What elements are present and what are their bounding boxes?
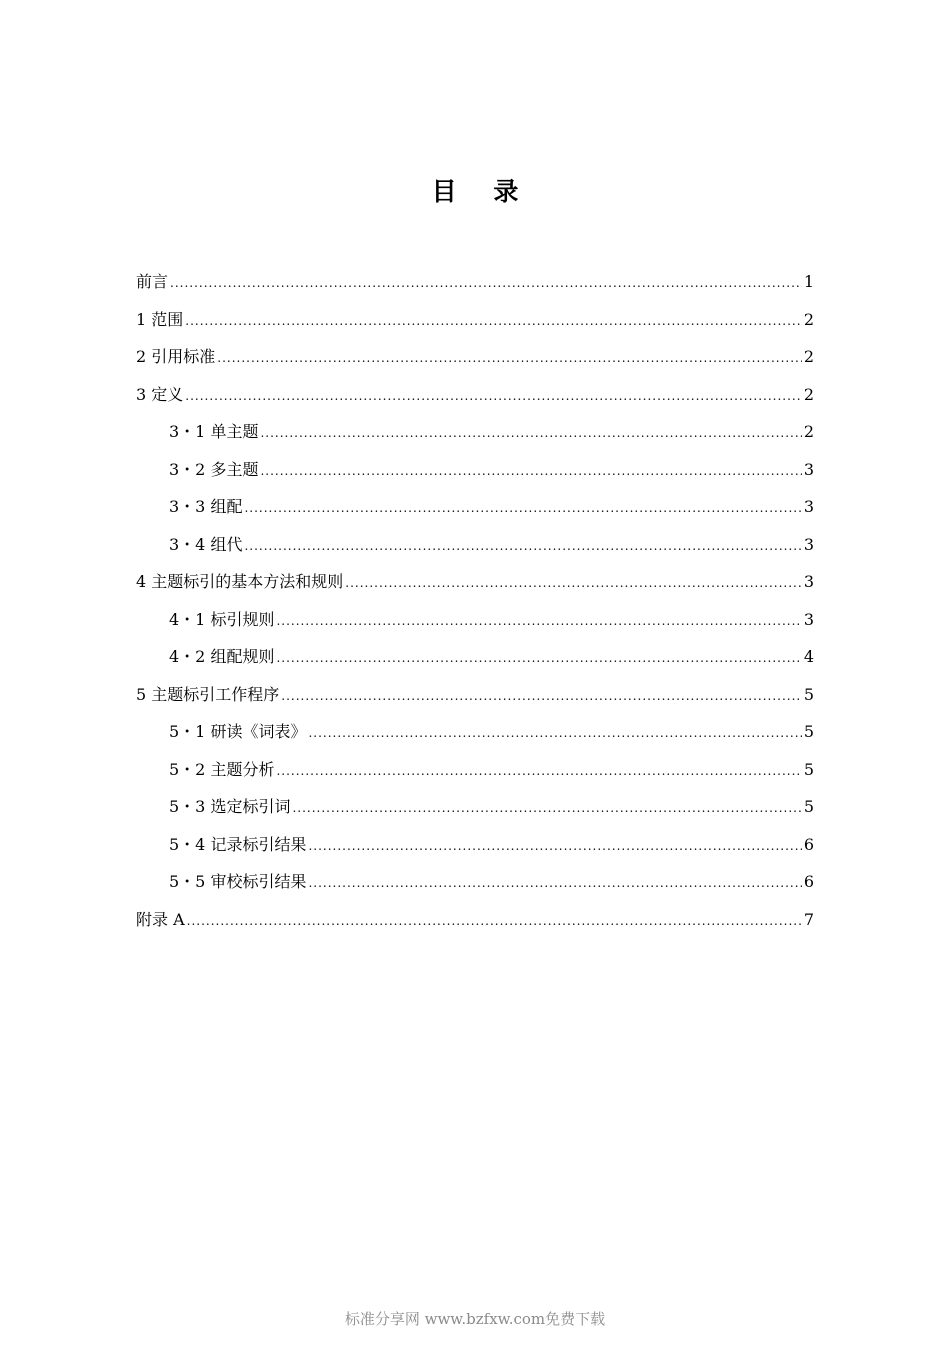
toc-dot-leader	[308, 876, 801, 890]
toc-entry-page-number: 1	[803, 272, 814, 291]
toc-entry[interactable]	[136, 344, 814, 382]
toc-entry-label: 5・1 研读《词表》	[169, 722, 307, 741]
toc-entry[interactable]	[136, 569, 814, 607]
toc-entry-label: 5・4 记录标引结果	[169, 834, 307, 854]
toc-entry-page-number: 3	[803, 572, 814, 591]
toc-dot-leader	[217, 351, 802, 365]
page-title: 目 录	[431, 177, 533, 206]
toc-dot-leader	[308, 726, 801, 740]
toc-entry-label: 2 引用标准	[136, 347, 216, 366]
toc-dot-leader	[244, 539, 801, 553]
toc-entry-label: 4 主题标引的基本方法和规则	[136, 572, 344, 591]
toc-dot-leader	[187, 914, 802, 928]
toc-entry-page-number: 5	[803, 684, 814, 704]
toc-entry[interactable]	[136, 832, 814, 870]
toc-dot-leader	[345, 576, 802, 590]
toc-entry-label: 3 定义	[136, 384, 184, 404]
toc-entry-label: 4・1 标引规则	[169, 609, 275, 629]
toc-dot-leader	[185, 389, 802, 403]
toc-entry-label: 5・2 主题分析	[169, 759, 275, 779]
toc-entry[interactable]	[136, 607, 814, 645]
toc-entry[interactable]	[136, 382, 814, 420]
toc-entry-label: 3・1 单主题	[169, 422, 259, 441]
toc-entry-page-number: 5	[803, 797, 814, 816]
toc-entry[interactable]	[136, 269, 814, 307]
toc-entry[interactable]	[136, 757, 814, 795]
toc-entry[interactable]	[136, 532, 814, 570]
toc-entry-label: 3・2 多主题	[169, 459, 259, 479]
toc-entry-page-number: 2	[803, 309, 814, 329]
toc-entry-page-number: 2	[803, 384, 814, 404]
toc-entry-page-number: 6	[803, 872, 814, 891]
toc-entry-page-number: 3	[803, 497, 814, 516]
toc-entry-label: 5・5 审校标引结果	[169, 872, 307, 891]
toc-entry[interactable]	[136, 907, 814, 945]
toc-entry[interactable]	[136, 419, 814, 457]
toc-entry-page-number: 5	[803, 722, 814, 741]
toc-entry[interactable]	[136, 794, 814, 832]
toc-entry[interactable]	[136, 307, 814, 345]
toc-entry-label: 前言	[136, 272, 169, 291]
toc-entry[interactable]	[136, 719, 814, 757]
toc-dot-leader	[292, 801, 801, 815]
toc-dot-leader	[276, 764, 801, 778]
toc-entry-label: 3・4 组代	[169, 534, 243, 554]
toc-entry-page-number: 4	[803, 647, 814, 666]
toc-entry-page-number: 2	[803, 422, 814, 441]
footer-watermark: 标准分享网 www.bzfxw.com免费下载	[344, 1310, 606, 1328]
toc-entry[interactable]	[136, 869, 814, 907]
toc-dot-leader	[308, 839, 801, 853]
toc-entry[interactable]	[136, 494, 814, 532]
table-of-contents	[136, 269, 814, 944]
toc-entry[interactable]	[136, 682, 814, 720]
toc-dot-leader	[260, 426, 801, 440]
toc-entry-page-number: 3	[803, 459, 814, 479]
toc-entry-label: 附录 A	[136, 909, 185, 929]
toc-dot-leader	[170, 276, 802, 290]
toc-entry-label: 5・3 选定标引词	[169, 797, 291, 816]
toc-dot-leader	[276, 651, 801, 665]
toc-entry-label: 1 范围	[136, 309, 184, 329]
toc-entry-page-number: 3	[803, 609, 814, 629]
toc-entry-page-number: 2	[803, 347, 814, 366]
toc-entry-page-number: 5	[803, 759, 814, 779]
toc-dot-leader	[185, 314, 802, 328]
toc-entry-page-number: 3	[803, 534, 814, 554]
toc-entry-page-number: 7	[803, 909, 814, 929]
toc-entry-page-number: 6	[803, 834, 814, 854]
toc-entry-label: 4・2 组配规则	[169, 647, 275, 666]
toc-dot-leader	[276, 614, 801, 628]
toc-entry[interactable]	[136, 457, 814, 495]
toc-dot-leader	[244, 501, 801, 515]
toc-entry-label: 3・3 组配	[169, 497, 243, 516]
toc-dot-leader	[281, 689, 802, 703]
toc-entry-label: 5 主题标引工作程序	[136, 684, 280, 704]
toc-entry[interactable]	[136, 644, 814, 682]
toc-dot-leader	[260, 464, 801, 478]
